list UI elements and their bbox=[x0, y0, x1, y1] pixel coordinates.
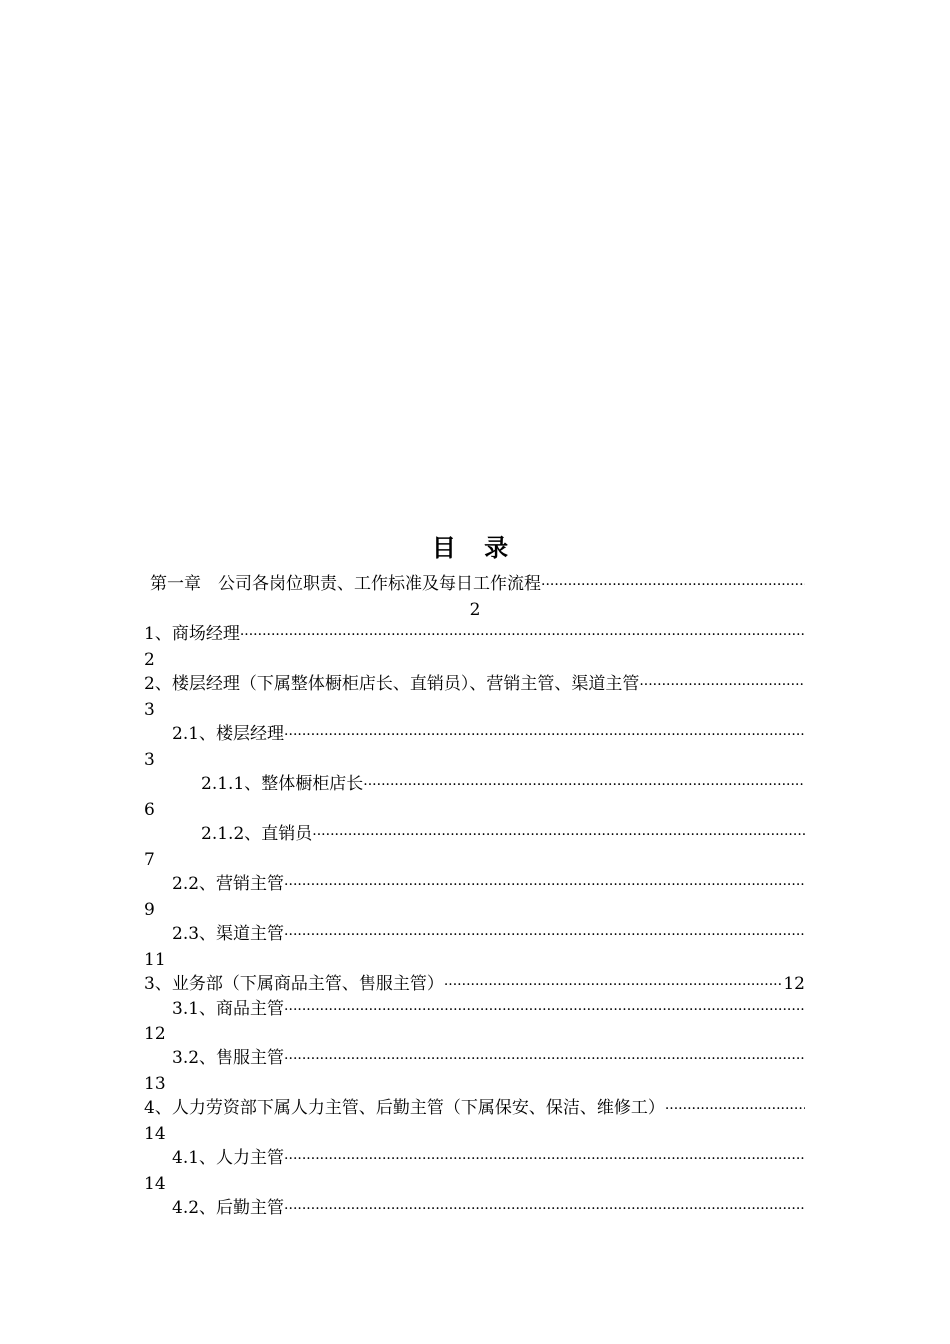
toc-entry-line bbox=[144, 972, 805, 996]
toc-page-number: 3 bbox=[144, 750, 155, 770]
toc-entry-line bbox=[144, 1096, 805, 1120]
toc-entry-label: 2.2、营销主管 bbox=[172, 874, 285, 894]
toc-page-number: 14 bbox=[144, 1174, 166, 1194]
toc-entry-line bbox=[201, 772, 805, 796]
toc-entry-label: 4.1、人力主管 bbox=[172, 1148, 285, 1168]
toc-page-number: 13 bbox=[144, 1074, 166, 1094]
toc-entry-label: 3.1、商品主管 bbox=[172, 999, 285, 1019]
toc-entry-label: 4、人力劳资部下属人力主管、后勤主管（下属保安、保洁、维修工） bbox=[144, 1098, 665, 1118]
toc-entry-label: 4.2、后勤主管 bbox=[172, 1198, 285, 1218]
toc-page-number: 12 bbox=[783, 974, 805, 994]
toc-entry-label: 3、业务部（下属商品主管、售服主管） bbox=[144, 974, 444, 994]
toc-page-number: 9 bbox=[144, 900, 155, 920]
toc-title: 目 录 bbox=[431, 534, 519, 562]
toc-dot-leader bbox=[284, 873, 805, 896]
toc-entry-label: 1、商场经理 bbox=[144, 624, 240, 644]
toc-entry-line bbox=[172, 722, 805, 746]
toc-dot-leader bbox=[665, 1097, 805, 1120]
toc-dot-leader bbox=[444, 973, 784, 996]
toc-page-number: 2 bbox=[144, 650, 155, 670]
toc-page-number: 6 bbox=[144, 800, 155, 820]
toc-entry-line bbox=[172, 872, 805, 896]
toc-dot-leader bbox=[240, 623, 805, 646]
toc-entry-label: 第一章 公司各岗位职责、工作标准及每日工作流程 bbox=[150, 574, 541, 594]
toc-entry-label: 2.1.1、整体橱柜店长 bbox=[201, 774, 364, 794]
toc-page-number: 2 bbox=[469, 600, 481, 620]
toc-entry-line bbox=[172, 997, 805, 1021]
toc-entry-line bbox=[144, 622, 805, 646]
toc-dot-leader bbox=[541, 573, 805, 596]
toc-entry-label: 2.1.2、直销员 bbox=[201, 824, 313, 844]
toc-entry-label: 3.2、售服主管 bbox=[172, 1048, 285, 1068]
toc-entry-line bbox=[172, 1146, 805, 1170]
toc-page-number: 7 bbox=[144, 850, 155, 870]
toc-entry-line bbox=[172, 1196, 805, 1220]
toc-entry-label: 2.1、楼层经理 bbox=[172, 724, 285, 744]
toc-entry-line bbox=[172, 922, 805, 946]
toc-entry-line bbox=[150, 572, 805, 596]
toc-dot-leader bbox=[284, 1147, 805, 1170]
toc-page-number: 14 bbox=[144, 1124, 166, 1144]
toc-dot-leader bbox=[284, 1047, 805, 1070]
toc-dot-leader bbox=[284, 923, 805, 946]
toc-page-number: 11 bbox=[144, 950, 166, 970]
toc-dot-leader bbox=[312, 823, 805, 846]
toc-entry-label: 2、楼层经理（下属整体橱柜店长、直销员）、营销主管、渠道主管 bbox=[144, 674, 640, 694]
toc-dot-leader bbox=[363, 773, 805, 796]
toc-dot-leader bbox=[284, 998, 805, 1021]
toc-entry-line bbox=[201, 822, 805, 846]
toc-page-number: 3 bbox=[144, 700, 155, 720]
toc-page-number: 12 bbox=[144, 1024, 166, 1044]
toc-dot-leader bbox=[284, 723, 805, 746]
toc-dot-leader bbox=[284, 1197, 805, 1220]
toc-entry-label: 2.3、渠道主管 bbox=[172, 924, 285, 944]
toc-entry-line bbox=[172, 1046, 805, 1070]
toc-dot-leader bbox=[639, 673, 805, 696]
toc-entry-line bbox=[144, 672, 805, 696]
